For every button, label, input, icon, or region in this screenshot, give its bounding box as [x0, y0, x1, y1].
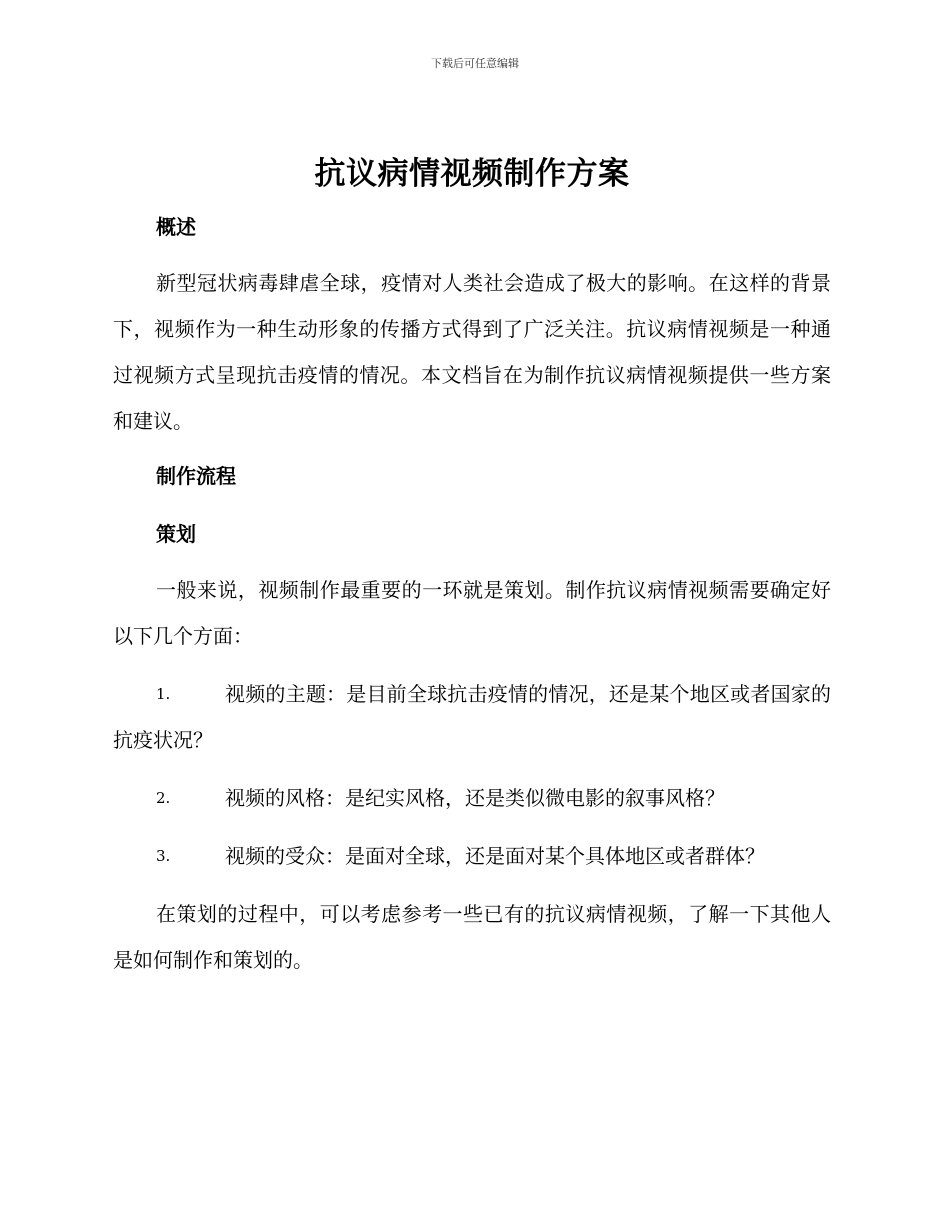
list-item-text: 视频的主题：是目前全球抗击疫情的情况，还是某个地区或者国家的抗疫状况？: [113, 682, 831, 752]
list-item-text: 视频的风格：是纪实风格，还是类似微电影的叙事风格？: [225, 786, 725, 810]
document-title: 抗议病情视频制作方案: [314, 156, 630, 192]
list-item-number: 2.: [156, 789, 171, 807]
list-item-text: 视频的受众：是面对全球，还是面对某个具体地区或者群体？: [225, 844, 765, 868]
list-item: [113, 671, 831, 763]
document-body: [113, 148, 831, 983]
list-item: [113, 775, 831, 821]
list-item: [113, 833, 831, 879]
planning-heading: 策划: [156, 522, 196, 546]
planning-intro-paragraph: 一般来说，视频制作最重要的一环就是策划。制作抗议病情视频需要确定好以下几个方面：: [113, 578, 831, 648]
list-item-number: 1.: [156, 685, 171, 703]
list-item-number: 3.: [156, 847, 171, 865]
overview-heading: 概述: [156, 215, 196, 239]
planning-outro-paragraph: 在策划的过程中，可以考虑参考一些已有的抗议病情视频，了解一下其他人是如何制作和策划的。: [113, 902, 831, 972]
page-header-note: 下载后可任意编辑: [431, 57, 519, 70]
process-heading: 制作流程: [156, 464, 236, 488]
overview-paragraph: 新型冠状病毒肆虐全球，疫情对人类社会造成了极大的影响。在这样的背景下，视频作为一种生动形象的传播方式得到了广泛关注。抗议病情视频是一种通过视频方式呈现抗击疫情的情况。本文档旨在为制作抗议病情视频提供一些方案和建议。: [113, 271, 831, 433]
